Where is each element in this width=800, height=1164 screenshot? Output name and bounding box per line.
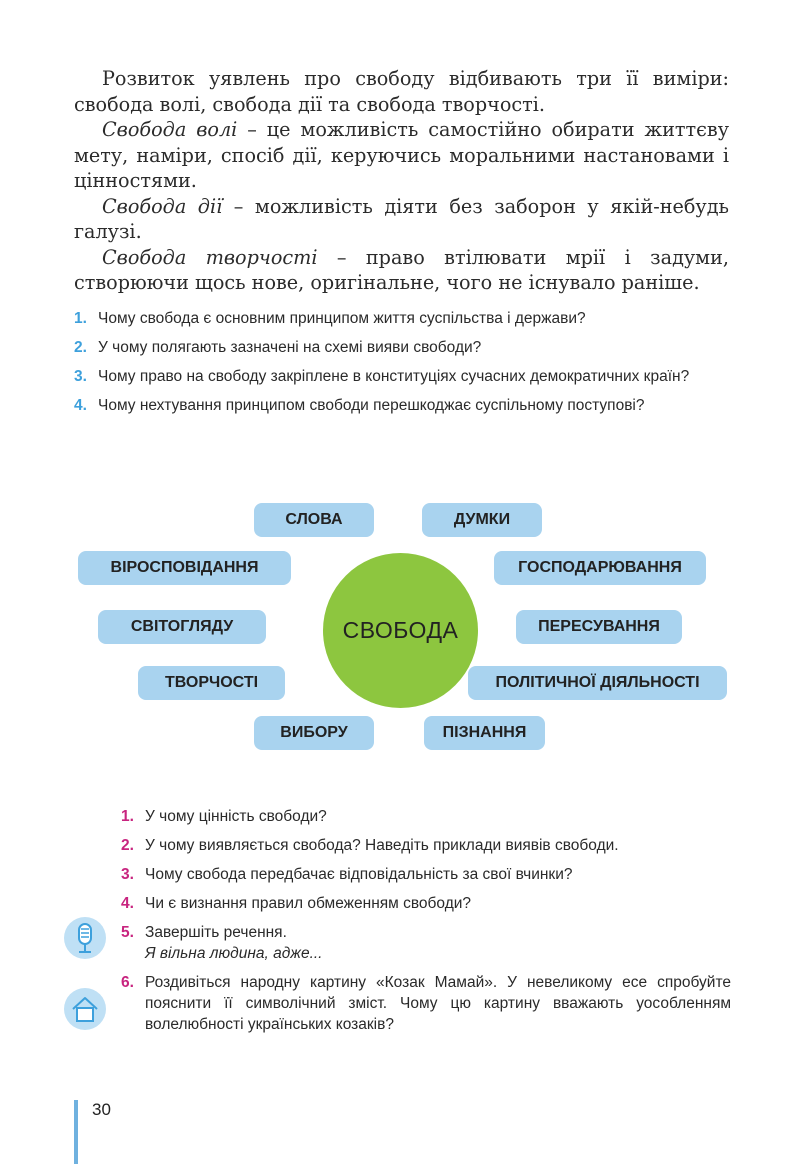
- diagram-item-dumky: ДУМКИ: [422, 503, 542, 537]
- sentence-starter: Я вільна людина, адже...: [145, 945, 323, 962]
- diagram-item-svitohliadu: СВІТОГЛЯДУ: [98, 610, 266, 644]
- question-item: [121, 864, 731, 885]
- diagram-center-label: СВОБОДА: [342, 617, 459, 643]
- diagram-item-piznannia: ПІЗНАННЯ: [424, 716, 545, 750]
- question-item: [74, 366, 734, 387]
- question-list-1: [74, 308, 734, 424]
- question-text: Чому свобода передбачає відповідальність за свої вчинки?: [145, 866, 573, 883]
- question-number: 4.: [74, 397, 87, 414]
- question-number: 1.: [121, 808, 134, 825]
- question-number: 3.: [74, 368, 87, 385]
- intro-paragraph-4: [74, 245, 729, 296]
- diagram-item-vyboru: ВИБОРУ: [254, 716, 374, 750]
- question-number: 3.: [121, 866, 134, 883]
- question-text: У чому виявляється свобода? Наведіть приклади виявів свободи.: [145, 837, 619, 854]
- diagram-item-virospovidannia: ВІРОСПОВІДАННЯ: [78, 551, 291, 585]
- question-item: [121, 806, 731, 827]
- definition-freedom-of-will: – це можливість самостійно обирати життєву мету, наміри, спосіб дії, керуючись моральними настановами і цінностями.: [74, 118, 729, 192]
- question-text: Завершіть речення.: [145, 924, 287, 941]
- question-number: 2.: [74, 339, 87, 356]
- term-freedom-of-action: Свобода дії: [102, 194, 223, 218]
- question-text: Чому свобода є основним принципом життя суспільства і держави?: [98, 310, 586, 327]
- question-item: [121, 893, 731, 914]
- question-number: 5.: [121, 924, 134, 941]
- question-item: [121, 972, 731, 1035]
- question-text: Чому нехтування принципом свободи перешкоджає суспільному поступові?: [98, 397, 645, 414]
- diagram-item-peresuvannia: ПЕРЕСУВАННЯ: [516, 610, 682, 644]
- diagram-item-hospodariuvannia: ГОСПОДАРЮВАННЯ: [494, 551, 706, 585]
- page-edge-bar: [74, 1100, 78, 1164]
- intro-text: [74, 66, 729, 296]
- question-text: Роздивіться народну картину «Козак Мамай». У невеликому есе спробуйте пояснити її символічний зміст. Чому цю картину вважають уособленням волелюбності українських козаків?: [145, 974, 731, 1033]
- question-number: 1.: [74, 310, 87, 327]
- question-text: Чому право на свободу закріплене в конституціях сучасних демократичних країн?: [98, 368, 690, 385]
- home-icon: [64, 988, 106, 1030]
- question-text: У чому полягають зазначені на схемі вияви свободи?: [98, 339, 482, 356]
- term-freedom-of-will: Свобода волі: [102, 118, 238, 141]
- question-item: [121, 835, 731, 856]
- question-number: 4.: [121, 895, 134, 912]
- term-freedom-of-creativity: Свобода творчості: [102, 245, 318, 269]
- page-number: 30: [92, 1100, 111, 1119]
- intro-paragraph-2: [74, 117, 729, 194]
- question-list-2: [121, 806, 731, 1043]
- diagram-item-politychnoi-diialnosti: ПОЛІТИЧНОЇ ДІЯЛЬНОСТІ: [468, 666, 727, 700]
- diagram-center-circle: [323, 553, 478, 708]
- diagram-item-slova: СЛОВА: [254, 503, 374, 537]
- question-text: У чому цінність свободи?: [145, 808, 327, 825]
- freedom-diagram: [0, 495, 800, 765]
- question-number: 2.: [121, 837, 134, 854]
- diagram-item-tvorchosti: ТВОРЧОСТІ: [138, 666, 285, 700]
- question-number: 6.: [121, 974, 134, 991]
- question-item: [121, 922, 731, 964]
- definition-freedom-of-action: – можливість діяти без заборон у якій-небудь галузі.: [74, 194, 729, 243]
- question-item: [74, 337, 734, 358]
- intro-paragraph-1: Розвиток уявлень про свободу відбивають три її виміри: свобода волі, свобода дії та свобода творчості.: [74, 67, 729, 116]
- question-item: [74, 308, 734, 329]
- definition-freedom-of-creativity: – право втілювати мрії і задуми, створюючи щось нове, оригінальне, чого не існувало раніше.: [74, 245, 729, 294]
- microphone-icon: [64, 917, 106, 959]
- intro-paragraph-3: [74, 194, 729, 245]
- question-item: [74, 395, 734, 416]
- question-text: Чи є визнання правил обмеженням свободи?: [145, 895, 472, 912]
